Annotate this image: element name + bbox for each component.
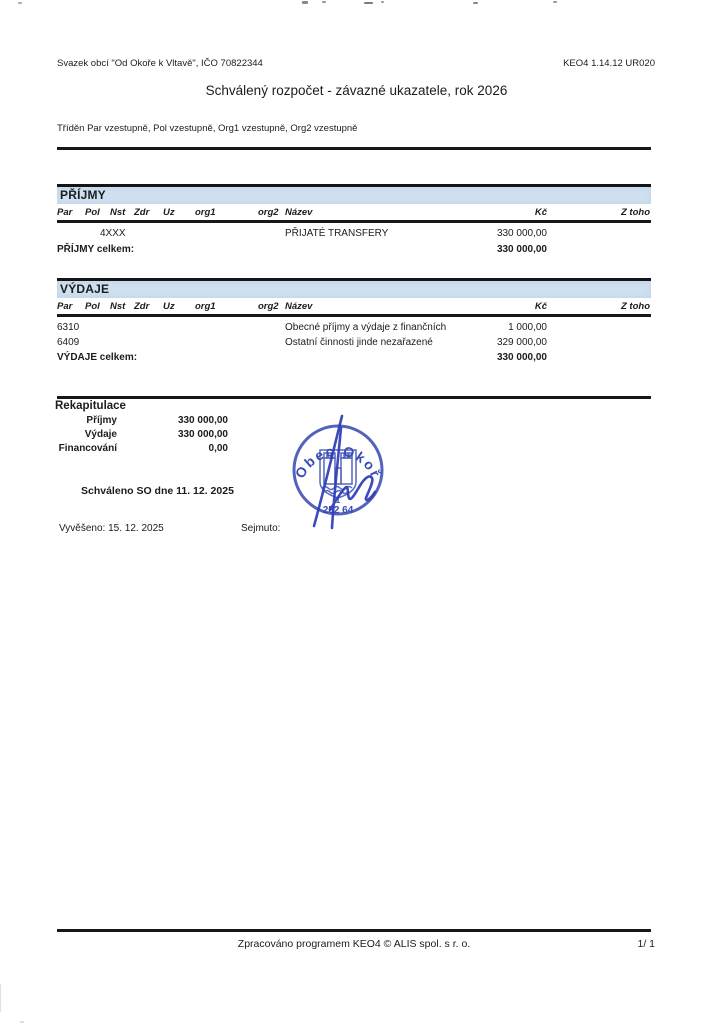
- cell-kc: 330 000,00: [496, 228, 547, 239]
- approval-line: Schváleno SO dne 11. 12. 2025: [81, 485, 234, 497]
- table-row: [0, 228, 723, 241]
- horizontal-rule: [57, 220, 651, 223]
- sort-info-line: Tříděn Par vzestupně, Pol vzestupně, Org1 vzestupně, Org2 vzestupně: [57, 123, 358, 134]
- col-header-org1: org1: [195, 301, 216, 312]
- cell-kc: 1 000,00: [508, 322, 547, 333]
- rekap-label: Výdaje: [84, 429, 117, 440]
- col-header-par: Par: [57, 301, 73, 312]
- scan-artifact: [473, 2, 478, 4]
- footer-credit: Zpracováno programem KEO4 © ALIS spol. s r. o.: [237, 938, 471, 950]
- page-number: 1/ 1: [637, 938, 655, 950]
- col-header-ztoho: Z toho: [620, 301, 650, 312]
- table-row: [0, 322, 723, 335]
- col-header-pol: Pol: [85, 301, 100, 312]
- scan-artifact: [364, 2, 373, 4]
- rekap-value: 0,00: [208, 443, 228, 454]
- scan-artifact: [302, 1, 308, 4]
- col-header-par: Par: [57, 207, 73, 218]
- vydaje-total-label: VÝDAJE celkem:: [57, 352, 138, 363]
- col-header-zdr: Zdr: [134, 207, 150, 218]
- stamp-postal-code: 252 64: [322, 505, 354, 516]
- header-right-version: KEO4 1.14.12 UR020: [563, 58, 655, 69]
- section-title-prijmy: PŘÍJMY: [60, 188, 106, 202]
- col-header-zdr: Zdr: [134, 301, 150, 312]
- table-row: [0, 337, 723, 350]
- prijmy-total-value: 330 000,00: [496, 244, 547, 255]
- rekap-label: Příjmy: [86, 415, 117, 426]
- header-left: Svazek obcí "Od Okoře k Vltavě", IČO 70822344: [57, 58, 263, 69]
- scan-artifact: [381, 1, 384, 3]
- section-band-prijmy: [57, 184, 651, 204]
- scan-artifact: [18, 2, 22, 4]
- col-header-kc: Kč: [534, 301, 547, 312]
- cell-par: 6409: [57, 337, 80, 348]
- stamp-arc-text: Obec Okoř: [291, 442, 385, 481]
- scan-artifact: [322, 1, 326, 3]
- page-title: Schválený rozpočet - závazné ukazatele, rok 2026: [205, 83, 508, 98]
- section-band-vydaje: [57, 278, 651, 298]
- municipal-stamp: [278, 412, 398, 532]
- col-header-org2: org2: [258, 301, 279, 312]
- vydaje-total-value: 330 000,00: [496, 352, 547, 363]
- scan-artifact: [553, 1, 557, 3]
- horizontal-rule: [57, 147, 651, 150]
- cell-par: 6310: [57, 322, 80, 333]
- horizontal-rule: [57, 314, 651, 317]
- col-header-org1: org1: [195, 207, 216, 218]
- horizontal-rule: [57, 929, 651, 932]
- col-header-nst: Nst: [110, 207, 126, 218]
- scan-artifact: [0, 984, 1, 1012]
- col-header-nazev: Název: [285, 301, 313, 312]
- posted-date-line: Vyvěšeno: 15. 12. 2025: [59, 523, 164, 534]
- rekap-value: 330 000,00: [177, 429, 228, 440]
- stamp-number: 1: [335, 496, 341, 505]
- scan-artifact: [20, 1021, 24, 1023]
- cell-nazev: PŘIJATÉ TRANSFERY: [285, 228, 389, 239]
- col-header-kc: Kč: [534, 207, 547, 218]
- prijmy-total-label: PŘÍJMY celkem:: [57, 244, 135, 255]
- col-header-pol: Pol: [85, 207, 100, 218]
- rekap-value: 330 000,00: [177, 415, 228, 426]
- col-header-uz: Uz: [163, 207, 175, 218]
- horizontal-rule: [57, 396, 651, 399]
- rekapitulace-title: Rekapitulace: [55, 400, 126, 412]
- cell-nazev: Obecné příjmy a výdaje z finančních: [285, 322, 447, 333]
- col-header-nst: Nst: [110, 301, 126, 312]
- col-header-uz: Uz: [163, 301, 175, 312]
- cell-nazev: Ostatní činnosti jinde nezařazené: [285, 337, 433, 348]
- section-title-vydaje: VÝDAJE: [60, 282, 110, 296]
- removed-date-line: Sejmuto:: [241, 523, 281, 534]
- rekap-label: Financování: [58, 443, 117, 454]
- table-header-row: [0, 301, 723, 314]
- cell-kc: 329 000,00: [496, 337, 547, 348]
- col-header-org2: org2: [258, 207, 279, 218]
- table-header-row: [0, 207, 723, 220]
- cell-pol: 4XXX: [100, 228, 126, 239]
- col-header-ztoho: Z toho: [620, 207, 650, 218]
- col-header-nazev: Název: [285, 207, 313, 218]
